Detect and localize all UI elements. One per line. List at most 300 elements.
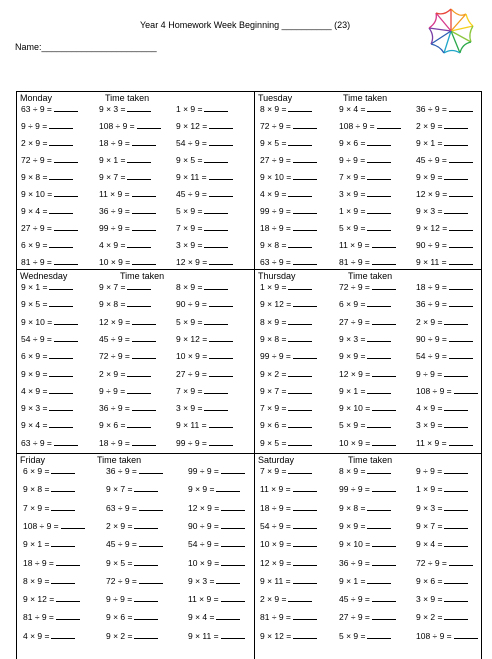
answer-blank[interactable] — [288, 466, 312, 474]
answer-blank[interactable] — [51, 466, 75, 474]
answer-blank[interactable] — [49, 172, 73, 180]
answer-blank[interactable] — [293, 539, 317, 547]
answer-blank[interactable] — [293, 155, 317, 163]
answer-blank[interactable] — [293, 558, 317, 566]
answer-blank[interactable] — [49, 121, 73, 129]
answer-blank[interactable] — [449, 104, 473, 112]
answer-blank[interactable] — [56, 612, 80, 620]
answer-blank[interactable] — [56, 558, 80, 566]
question-item — [339, 386, 391, 396]
answer-blank[interactable] — [49, 403, 73, 411]
answer-blank[interactable] — [372, 240, 396, 248]
question-text: 9 × 8 = — [339, 502, 366, 513]
answer-blank[interactable] — [449, 438, 473, 446]
answer-blank[interactable] — [372, 484, 396, 492]
question-item — [176, 334, 233, 344]
question-item — [416, 172, 468, 182]
question-text: 99 ÷ 9 = — [188, 466, 219, 476]
answer-blank[interactable] — [444, 484, 468, 492]
answer-blank[interactable] — [444, 369, 468, 377]
question-item — [176, 299, 233, 309]
answer-blank[interactable] — [51, 631, 75, 639]
question-item — [188, 631, 245, 641]
question-text: 9 × 4 = — [416, 539, 443, 550]
question-item — [416, 138, 468, 148]
question-text: 7 × 9 = — [23, 502, 50, 513]
question-item — [176, 282, 228, 292]
answer-blank[interactable] — [209, 138, 233, 146]
question-text: 9 × 9 = — [21, 368, 48, 379]
answer-blank[interactable] — [204, 282, 228, 290]
answer-blank[interactable] — [367, 299, 391, 307]
answer-blank[interactable] — [444, 206, 468, 214]
question-text: 108 ÷ 9 = — [23, 520, 59, 531]
question-text: 27 ÷ 9 = — [339, 316, 370, 327]
answer-blank[interactable] — [49, 351, 73, 359]
question-item — [416, 466, 468, 476]
question-item — [416, 317, 468, 327]
answer-blank[interactable] — [293, 631, 317, 639]
question-text: 9 × 12 = — [260, 630, 292, 641]
answer-blank[interactable] — [444, 594, 468, 602]
answer-blank[interactable] — [367, 503, 391, 511]
answer-blank[interactable] — [137, 121, 161, 129]
answer-blank[interactable] — [209, 172, 233, 180]
question-text: 9 × 7 = — [416, 520, 443, 531]
answer-blank[interactable] — [127, 369, 151, 377]
answer-blank[interactable] — [127, 172, 151, 180]
answer-blank[interactable] — [293, 484, 317, 492]
answer-blank[interactable] — [209, 299, 233, 307]
answer-blank[interactable] — [132, 257, 156, 265]
question-text: 5 × 9 = — [339, 420, 366, 431]
question-text: 108 ÷ 9 = — [339, 121, 375, 131]
answer-blank[interactable] — [134, 558, 158, 566]
answer-blank[interactable] — [139, 503, 163, 511]
question-item — [260, 539, 317, 549]
question-text: 27 ÷ 9 = — [21, 223, 52, 233]
answer-blank[interactable] — [449, 257, 473, 265]
answer-blank[interactable] — [134, 631, 158, 639]
question-item — [339, 257, 396, 267]
answer-blank[interactable] — [444, 539, 468, 547]
answer-blank[interactable] — [367, 631, 391, 639]
question-item — [21, 206, 73, 216]
answer-blank[interactable] — [288, 334, 312, 342]
answer-blank[interactable] — [61, 521, 85, 529]
answer-blank[interactable] — [288, 240, 312, 248]
answer-blank[interactable] — [372, 558, 396, 566]
answer-blank[interactable] — [127, 386, 151, 394]
question-item — [339, 631, 391, 641]
answer-blank[interactable] — [367, 206, 391, 214]
panel-monday — [16, 91, 255, 270]
flower-logo-icon — [426, 6, 476, 56]
answer-blank[interactable] — [132, 351, 156, 359]
answer-blank[interactable] — [444, 403, 468, 411]
question-item — [339, 121, 401, 131]
answer-blank[interactable] — [132, 189, 156, 197]
answer-blank[interactable] — [449, 189, 473, 197]
question-text: 9 × 6 = — [339, 138, 366, 148]
answer-blank[interactable] — [127, 240, 151, 248]
answer-blank[interactable] — [293, 172, 317, 180]
answer-blank[interactable] — [288, 420, 312, 428]
question-text: 9 × 10 = — [339, 539, 371, 550]
answer-blank[interactable] — [454, 631, 478, 639]
answer-blank[interactable] — [372, 539, 396, 547]
question-item — [416, 594, 468, 604]
answer-blank[interactable] — [54, 334, 78, 342]
question-item — [188, 539, 245, 549]
question-text: 9 × 2 = — [260, 368, 287, 379]
question-text: 3 × 9 = — [339, 189, 366, 199]
answer-blank[interactable] — [288, 138, 312, 146]
answer-blank[interactable] — [209, 369, 233, 377]
question-item — [260, 104, 312, 114]
question-text: 27 ÷ 9 = — [176, 368, 207, 379]
answer-blank[interactable] — [134, 521, 158, 529]
question-item — [21, 189, 78, 199]
question-text: 81 ÷ 9 = — [21, 257, 52, 267]
answer-blank[interactable] — [293, 521, 317, 529]
answer-blank[interactable] — [204, 317, 228, 325]
question-text: 99 ÷ 9 = — [339, 484, 370, 495]
question-text: 9 × 4 = — [21, 206, 48, 216]
answer-blank[interactable] — [288, 282, 312, 290]
question-item — [21, 121, 73, 131]
answer-blank[interactable] — [51, 576, 75, 584]
question-text: 9 × 9 = — [339, 520, 366, 531]
question-item — [21, 299, 73, 309]
question-text: 12 × 9 = — [99, 316, 131, 327]
answer-blank[interactable] — [139, 576, 163, 584]
answer-blank[interactable] — [293, 121, 317, 129]
answer-blank[interactable] — [367, 386, 391, 394]
answer-blank[interactable] — [367, 104, 391, 112]
answer-blank[interactable] — [51, 503, 75, 511]
question-text: 9 ÷ 9 = — [416, 466, 443, 476]
answer-blank[interactable] — [209, 351, 233, 359]
answer-blank[interactable] — [54, 104, 78, 112]
question-text: 9 × 3 = — [188, 575, 215, 586]
answer-blank[interactable] — [449, 334, 473, 342]
answer-blank[interactable] — [127, 104, 151, 112]
answer-blank[interactable] — [293, 223, 317, 231]
answer-blank[interactable] — [132, 223, 156, 231]
answer-blank[interactable] — [293, 351, 317, 359]
answer-blank[interactable] — [372, 317, 396, 325]
question-text: 9 × 7 = — [99, 282, 126, 292]
answer-blank[interactable] — [293, 612, 317, 620]
answer-blank[interactable] — [367, 466, 391, 474]
answer-blank[interactable] — [449, 155, 473, 163]
answer-blank[interactable] — [444, 503, 468, 511]
answer-blank[interactable] — [127, 155, 151, 163]
question-text: 3 × 9 = — [416, 594, 443, 605]
question-item — [260, 612, 317, 622]
question-item — [21, 420, 73, 430]
question-item — [106, 484, 158, 494]
answer-blank[interactable] — [372, 594, 396, 602]
answer-blank[interactable] — [216, 612, 240, 620]
answer-blank[interactable] — [372, 612, 396, 620]
question-item — [416, 155, 473, 165]
answer-blank[interactable] — [221, 558, 245, 566]
question-text: 72 ÷ 9 = — [99, 351, 130, 362]
answer-blank[interactable] — [444, 121, 468, 129]
answer-blank[interactable] — [132, 438, 156, 446]
answer-blank[interactable] — [204, 104, 228, 112]
answer-blank[interactable] — [132, 317, 156, 325]
answer-blank[interactable] — [372, 369, 396, 377]
answer-blank[interactable] — [221, 466, 245, 474]
answer-blank[interactable] — [288, 104, 312, 112]
question-item — [21, 369, 73, 379]
answer-blank[interactable] — [127, 282, 151, 290]
answer-blank[interactable] — [372, 282, 396, 290]
answer-blank[interactable] — [54, 223, 78, 231]
answer-blank[interactable] — [49, 138, 73, 146]
question-text: 11 × 9 = — [188, 594, 219, 605]
question-text: 9 × 9 = — [339, 351, 366, 362]
question-text: 7 × 9 = — [176, 223, 203, 233]
question-text: 108 ÷ 9 = — [416, 385, 452, 396]
question-text: 4 × 9 = — [416, 403, 443, 414]
answer-blank[interactable] — [444, 317, 468, 325]
answer-blank[interactable] — [51, 539, 75, 547]
question-item — [416, 351, 473, 361]
answer-blank[interactable] — [293, 257, 317, 265]
question-text: 9 × 4 = — [188, 612, 215, 623]
question-item — [416, 631, 478, 641]
answer-blank[interactable] — [132, 138, 156, 146]
answer-blank[interactable] — [49, 299, 73, 307]
answer-blank[interactable] — [49, 282, 73, 290]
question-item — [23, 576, 75, 586]
question-item — [339, 172, 391, 182]
question-item — [176, 138, 233, 148]
question-text: 72 ÷ 9 = — [339, 282, 370, 292]
answer-blank[interactable] — [134, 612, 158, 620]
answer-blank[interactable] — [134, 594, 158, 602]
answer-blank[interactable] — [139, 539, 163, 547]
question-text: 9 × 7 = — [99, 172, 126, 182]
day-label: Thursday — [258, 271, 296, 281]
answer-blank[interactable] — [377, 121, 401, 129]
answer-blank[interactable] — [216, 576, 240, 584]
answer-blank[interactable] — [49, 206, 73, 214]
answer-blank[interactable] — [288, 369, 312, 377]
answer-blank[interactable] — [204, 403, 228, 411]
question-item — [339, 594, 396, 604]
answer-blank[interactable] — [209, 334, 233, 342]
answer-blank[interactable] — [367, 576, 391, 584]
question-text: 8 × 9 = — [260, 316, 287, 327]
answer-blank[interactable] — [367, 420, 391, 428]
answer-blank[interactable] — [367, 155, 391, 163]
question-text: 9 × 11 = — [260, 575, 291, 586]
answer-blank[interactable] — [127, 299, 151, 307]
question-text: 9 × 1 = — [339, 385, 366, 396]
question-item — [21, 104, 78, 114]
answer-blank[interactable] — [288, 594, 312, 602]
answer-blank[interactable] — [54, 317, 78, 325]
answer-blank[interactable] — [209, 189, 233, 197]
answer-blank[interactable] — [367, 351, 391, 359]
question-text: 9 ÷ 9 = — [339, 155, 366, 165]
question-text: 9 × 6 = — [416, 575, 443, 586]
answer-blank[interactable] — [204, 386, 228, 394]
question-item — [416, 484, 468, 494]
answer-blank[interactable] — [204, 240, 228, 248]
answer-blank[interactable] — [139, 466, 163, 474]
question-item — [260, 503, 317, 513]
question-item — [416, 121, 468, 131]
answer-blank[interactable] — [293, 206, 317, 214]
answer-blank[interactable] — [49, 240, 73, 248]
answer-blank[interactable] — [54, 189, 78, 197]
question-text: 9 × 10 = — [260, 172, 292, 182]
answer-blank[interactable] — [132, 206, 156, 214]
question-item — [260, 240, 312, 250]
question-item — [339, 104, 391, 114]
answer-blank[interactable] — [49, 369, 73, 377]
answer-blank[interactable] — [132, 334, 156, 342]
question-text: 72 ÷ 9 = — [416, 557, 447, 568]
question-text: 10 × 9 = — [188, 557, 220, 568]
answer-blank[interactable] — [444, 466, 468, 474]
answer-blank[interactable] — [444, 420, 468, 428]
answer-blank[interactable] — [288, 317, 312, 325]
answer-blank[interactable] — [221, 631, 245, 639]
question-item — [99, 172, 151, 182]
question-text: 9 × 1 = — [21, 282, 48, 292]
answer-blank[interactable] — [444, 138, 468, 146]
answer-blank[interactable] — [367, 223, 391, 231]
answer-blank[interactable] — [209, 121, 233, 129]
question-item — [416, 240, 473, 250]
answer-blank[interactable] — [449, 282, 473, 290]
answer-blank[interactable] — [288, 386, 312, 394]
question-item — [106, 612, 158, 622]
answer-blank[interactable] — [367, 521, 391, 529]
answer-blank[interactable] — [293, 503, 317, 511]
answer-blank[interactable] — [134, 484, 158, 492]
question-item — [260, 558, 317, 568]
question-item — [416, 576, 468, 586]
question-text: 90 ÷ 9 = — [176, 299, 207, 310]
answer-blank[interactable] — [51, 484, 75, 492]
answer-blank[interactable] — [449, 223, 473, 231]
answer-blank[interactable] — [444, 576, 468, 584]
question-item — [339, 466, 391, 476]
answer-blank[interactable] — [454, 386, 478, 394]
answer-blank[interactable] — [288, 438, 312, 446]
answer-blank[interactable] — [372, 257, 396, 265]
question-item — [416, 282, 473, 292]
answer-blank[interactable] — [293, 299, 317, 307]
question-text: 63 ÷ 9 = — [21, 437, 52, 448]
answer-blank[interactable] — [54, 257, 78, 265]
question-text: 9 × 4 = — [339, 104, 366, 114]
question-item — [21, 386, 73, 396]
answer-blank[interactable] — [204, 223, 228, 231]
answer-blank[interactable] — [293, 576, 317, 584]
question-item — [23, 594, 80, 604]
question-item — [21, 138, 73, 148]
answer-blank[interactable] — [54, 438, 78, 446]
question-item — [99, 104, 151, 114]
answer-blank[interactable] — [367, 189, 391, 197]
question-item — [416, 189, 473, 199]
answer-blank[interactable] — [209, 420, 233, 428]
answer-blank[interactable] — [449, 299, 473, 307]
answer-blank[interactable] — [372, 438, 396, 446]
answer-blank[interactable] — [367, 172, 391, 180]
question-item — [188, 503, 245, 513]
answer-blank[interactable] — [204, 155, 228, 163]
question-text: 9 × 9 = — [188, 484, 215, 495]
answer-blank[interactable] — [449, 240, 473, 248]
question-text: 3 × 9 = — [176, 240, 203, 250]
answer-blank[interactable] — [367, 334, 391, 342]
question-item — [21, 223, 78, 233]
question-item — [176, 189, 233, 199]
answer-blank[interactable] — [216, 484, 240, 492]
answer-blank[interactable] — [209, 438, 233, 446]
question-text: 36 ÷ 9 = — [416, 299, 447, 310]
answer-blank[interactable] — [204, 206, 228, 214]
question-text: 9 × 8 = — [23, 484, 50, 495]
question-text: 9 × 3 = — [416, 502, 443, 513]
answer-blank[interactable] — [372, 403, 396, 411]
answer-blank[interactable] — [444, 172, 468, 180]
answer-blank[interactable] — [49, 420, 73, 428]
answer-blank[interactable] — [49, 386, 73, 394]
answer-blank[interactable] — [132, 403, 156, 411]
answer-blank[interactable] — [221, 539, 245, 547]
answer-blank[interactable] — [56, 594, 80, 602]
answer-blank[interactable] — [288, 189, 312, 197]
answer-blank[interactable] — [367, 138, 391, 146]
answer-blank[interactable] — [127, 420, 151, 428]
question-text: 12 × 9 = — [416, 189, 448, 199]
day-label: Tuesday — [258, 93, 293, 103]
answer-blank[interactable] — [221, 503, 245, 511]
question-text: 9 × 12 = — [176, 333, 208, 344]
answer-blank[interactable] — [288, 403, 312, 411]
answer-blank[interactable] — [221, 594, 245, 602]
answer-blank[interactable] — [444, 521, 468, 529]
question-text: 9 × 3 = — [339, 333, 366, 344]
answer-blank[interactable] — [444, 612, 468, 620]
answer-blank[interactable] — [449, 351, 473, 359]
question-text: 5 × 9 = — [176, 206, 203, 216]
panel-thursday — [254, 269, 482, 454]
question-text: 9 × 1 = — [23, 539, 50, 550]
question-text: 36 ÷ 9 = — [99, 206, 130, 216]
answer-blank[interactable] — [54, 155, 78, 163]
answer-blank[interactable] — [221, 521, 245, 529]
question-item — [176, 121, 233, 131]
question-item — [21, 282, 73, 292]
answer-blank[interactable] — [209, 257, 233, 265]
question-item — [339, 369, 396, 379]
question-text: 9 × 4 = — [21, 420, 48, 431]
question-text: 7 × 9 = — [176, 385, 203, 396]
answer-blank[interactable] — [449, 558, 473, 566]
